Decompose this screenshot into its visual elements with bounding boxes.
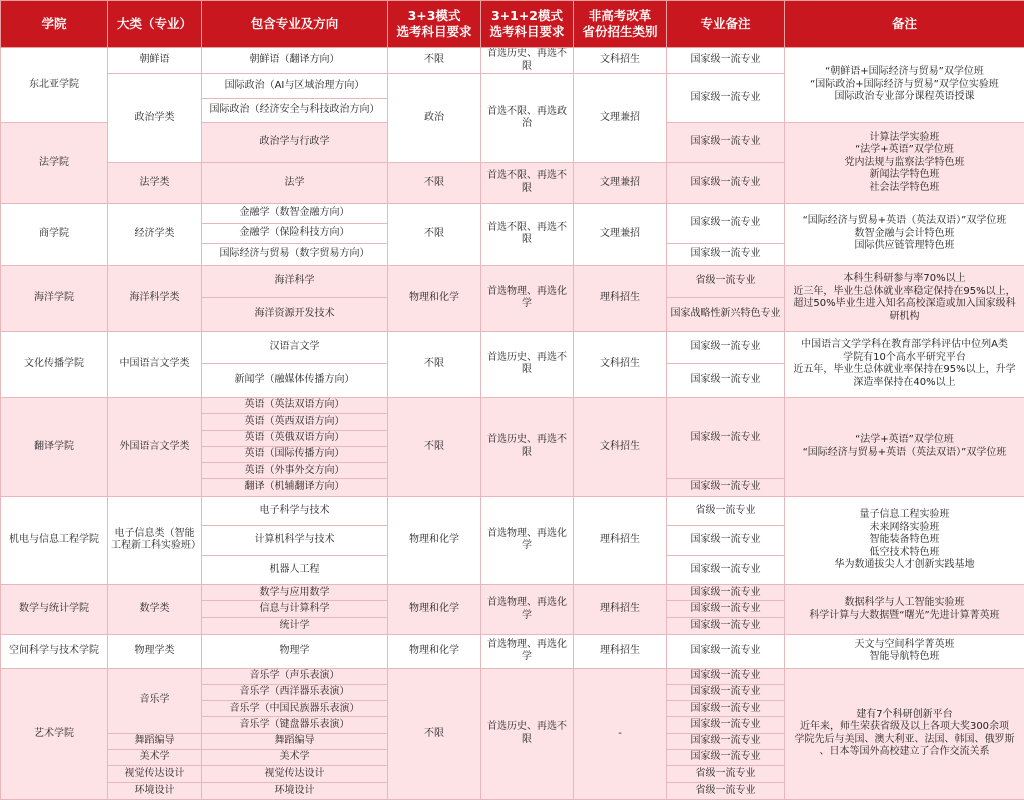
college-cell: 商学院 bbox=[1, 203, 108, 265]
remark-cell: 天文与空间科学菁英班 智能导航特色班 bbox=[785, 635, 1024, 669]
major-cell: 新闻学（融媒体传播方向） bbox=[202, 364, 388, 398]
major-note-cell: 国家级一流专业 bbox=[667, 555, 785, 585]
req312-cell: 首选物理、再选化学 bbox=[481, 496, 574, 585]
header-college: 学院 bbox=[1, 1, 108, 48]
type-cell: 理科招生 bbox=[574, 265, 667, 331]
remark-cell: “朝鲜语+国际经济与贸易”双学位班 “国际政治+国际经济与贸易”双学位实验班 国际政治专业部分课程英语授课 bbox=[785, 48, 1024, 123]
remark-cell: 量子信息工程实验班 未来网络实验班 智能装备特色班 低空技术特色班 华为数通拔尖人才创新实践基地 bbox=[785, 496, 1024, 585]
type-cell: 文科招生 bbox=[574, 331, 667, 397]
major-note-cell: 国家级一流专业 bbox=[667, 684, 785, 700]
req33-cell: 不限 bbox=[388, 162, 481, 203]
category-cell: 外国语言文学类 bbox=[108, 398, 202, 497]
req33-cell: 不限 bbox=[388, 203, 481, 265]
remark-cell: 建有7个科研创新平台 近年来，师生荣获省级及以上各项大奖300余项 学院先后与美国、澳大利亚、法国、韩国、俄罗斯 、日本等国外高校建立了合作交流关系 bbox=[785, 668, 1024, 799]
type-cell: 理科招生 bbox=[574, 635, 667, 669]
major-note-cell: 国家级一流专业 bbox=[667, 203, 785, 244]
major-cell: 视觉传达设计 bbox=[202, 766, 388, 782]
remark-cell: “国际经济与贸易+英语（英法双语）”双学位班 数智金融与会计特色班 国际供应链管理特色班 bbox=[785, 203, 1024, 265]
major-note-cell: 省级一流专业 bbox=[667, 782, 785, 799]
remark-cell: “法学+英语”双学位班 “国际经济与贸易+英语（英法双语）”双学位班 bbox=[785, 398, 1024, 497]
college-cell: 东北亚学院 bbox=[1, 48, 108, 123]
type-cell: - bbox=[574, 668, 667, 799]
major-note-cell: 国家级一流专业 bbox=[667, 585, 785, 601]
college-cell: 数学与统计学院 bbox=[1, 585, 108, 635]
header-mode312: 3+1+2模式 选考科目要求 bbox=[481, 1, 574, 48]
req33-cell: 不限 bbox=[388, 48, 481, 74]
req312-cell: 首选不限、再选不限 bbox=[481, 162, 574, 203]
major-cell: 音乐学（西洋器乐表演） bbox=[202, 684, 388, 700]
req33-cell: 物理和化学 bbox=[388, 635, 481, 669]
req33-cell: 物理和化学 bbox=[388, 265, 481, 331]
major-note-cell: 国家级一流专业 bbox=[667, 668, 785, 684]
table-row bbox=[1, 668, 1024, 684]
category-cell: 美术学 bbox=[108, 750, 202, 766]
req33-cell: 不限 bbox=[388, 398, 481, 497]
category-cell: 舞蹈编导 bbox=[108, 733, 202, 749]
req312-cell: 首选不限、再选不限 bbox=[481, 203, 574, 265]
major-note-cell: 国家级一流专业 bbox=[667, 74, 785, 123]
category-cell: 物理学类 bbox=[108, 635, 202, 669]
category-cell: 中国语言文学类 bbox=[108, 331, 202, 397]
major-note-cell: 国家级一流专业 bbox=[667, 479, 785, 496]
req33-cell: 物理和化学 bbox=[388, 496, 481, 585]
req312-cell: 首选不限、再选政治 bbox=[481, 74, 574, 163]
type-cell: 文理兼招 bbox=[574, 162, 667, 203]
major-cell: 音乐学（声乐表演） bbox=[202, 668, 388, 684]
req312-cell: 首选物理、再选化学 bbox=[481, 585, 574, 635]
major-cell: 法学 bbox=[202, 162, 388, 203]
major-note-cell: 国家级一流专业 bbox=[667, 717, 785, 733]
table-row bbox=[1, 203, 1024, 223]
major-cell: 国际政治（AI与区域治理方向） bbox=[202, 74, 388, 98]
major-cell: 金融学（数智金融方向） bbox=[202, 203, 388, 223]
category-cell: 环境设计 bbox=[108, 782, 202, 799]
major-note-cell: 国家级一流专业 bbox=[667, 244, 785, 265]
header-major-note: 专业备注 bbox=[667, 1, 785, 48]
major-note-cell: 省级一流专业 bbox=[667, 496, 785, 526]
major-note-cell: 省级一流专业 bbox=[667, 766, 785, 782]
type-cell: 理科招生 bbox=[574, 496, 667, 585]
college-cell: 法学院 bbox=[1, 123, 108, 203]
major-cell: 音乐学（键盘器乐表演） bbox=[202, 717, 388, 733]
major-cell: 朝鲜语（翻译方向） bbox=[202, 48, 388, 74]
college-cell: 文化传播学院 bbox=[1, 331, 108, 397]
major-cell: 环境设计 bbox=[202, 782, 388, 799]
req312-cell: 首选历史、再选不限 bbox=[481, 668, 574, 799]
table-row bbox=[1, 635, 1024, 669]
major-note-cell: 国家级一流专业 bbox=[667, 331, 785, 364]
remark-cell: 计算法学实验班 “法学+英语”双学位班 党内法规与监察法学特色班 新闻法学特色班 社会法学特色班 bbox=[785, 123, 1024, 203]
header-nonreform: 非高考改革 省份招生类别 bbox=[574, 1, 667, 48]
major-note-cell: 国家级一流专业 bbox=[667, 701, 785, 717]
college-cell: 艺术学院 bbox=[1, 668, 108, 799]
major-cell: 海洋科学 bbox=[202, 265, 388, 298]
category-cell: 视觉传达设计 bbox=[108, 766, 202, 782]
req312-cell: 首选物理、再选化学 bbox=[481, 635, 574, 669]
major-cell: 英语（英法双语方向） bbox=[202, 398, 388, 414]
type-cell: 文科招生 bbox=[574, 48, 667, 74]
college-cell: 翻译学院 bbox=[1, 398, 108, 497]
category-cell: 电子信息类（智能工程新工科实验班） bbox=[108, 496, 202, 585]
major-note-cell: 国家级一流专业 bbox=[667, 162, 785, 203]
major-note-cell: 国家级一流专业 bbox=[667, 601, 785, 617]
major-note-cell: 国家级一流专业 bbox=[667, 364, 785, 398]
category-cell: 海洋科学类 bbox=[108, 265, 202, 331]
req312-cell: 首选物理、再选化学 bbox=[481, 265, 574, 331]
table-row bbox=[1, 265, 1024, 298]
major-note-cell: 国家级一流专业 bbox=[667, 526, 785, 556]
category-cell: 经济学类 bbox=[108, 203, 202, 265]
category-cell: 数学类 bbox=[108, 585, 202, 635]
major-cell: 舞蹈编导 bbox=[202, 733, 388, 749]
major-note-cell: 国家级一流专业 bbox=[667, 48, 785, 74]
header-row bbox=[1, 1, 1024, 48]
table-row bbox=[1, 585, 1024, 601]
major-note-cell: 国家级一流专业 bbox=[667, 617, 785, 634]
table-row bbox=[1, 331, 1024, 364]
type-cell: 理科招生 bbox=[574, 585, 667, 635]
major-note-cell: 国家级一流专业 bbox=[667, 750, 785, 766]
req33-cell: 不限 bbox=[388, 331, 481, 397]
college-cell: 空间科学与技术学院 bbox=[1, 635, 108, 669]
major-cell: 汉语言文学 bbox=[202, 331, 388, 364]
major-cell: 英语（英西双语方向） bbox=[202, 414, 388, 430]
major-note-cell: 国家级一流专业 bbox=[667, 123, 785, 163]
type-cell: 文科招生 bbox=[574, 398, 667, 497]
remark-cell: 中国语言文学学科在教育部学科评估中位列A类 学院有10个高水平研究平台 近五年，毕业生总体就业率保持在95%以上，升学 深造率保持在40%以上 bbox=[785, 331, 1024, 397]
major-cell: 翻译（机辅翻译方向） bbox=[202, 479, 388, 496]
major-cell: 电子科学与技术 bbox=[202, 496, 388, 526]
major-cell: 信息与计算科学 bbox=[202, 601, 388, 617]
major-cell: 金融学（保险科技方向） bbox=[202, 224, 388, 244]
major-note-cell: 国家战略性新兴特色专业 bbox=[667, 298, 785, 332]
category-cell: 政治学类 bbox=[108, 74, 202, 163]
major-cell: 计算机科学与技术 bbox=[202, 526, 388, 556]
major-cell: 数学与应用数学 bbox=[202, 585, 388, 601]
remark-cell: 数据科学与人工智能实验班 科学计算与大数据暨“曙光”先进计算菁英班 bbox=[785, 585, 1024, 635]
req312-cell: 首选历史、再选不限 bbox=[481, 398, 574, 497]
category-cell: 音乐学 bbox=[108, 668, 202, 733]
req33-cell: 物理和化学 bbox=[388, 585, 481, 635]
major-note-cell: 省级一流专业 bbox=[667, 265, 785, 298]
major-cell: 国际经济与贸易（数字贸易方向） bbox=[202, 244, 388, 265]
major-cell: 美术学 bbox=[202, 750, 388, 766]
major-cell: 政治学与行政学 bbox=[202, 123, 388, 163]
remark-cell: 本科生科研参与率70%以上 近三年，毕业生总体就业率稳定保持在95%以上， 超过50%毕业生进入知名高校深造或加入国家级科 研机构 bbox=[785, 265, 1024, 331]
header-majors: 包含专业及方向 bbox=[202, 1, 388, 48]
table-row bbox=[1, 48, 1024, 74]
major-note-cell: 国家级一流专业 bbox=[667, 398, 785, 479]
major-cell: 海洋资源开发技术 bbox=[202, 298, 388, 332]
major-cell: 国际政治（经济安全与科技政治方向） bbox=[202, 98, 388, 122]
category-cell: 朝鲜语 bbox=[108, 48, 202, 74]
college-cell: 机电与信息工程学院 bbox=[1, 496, 108, 585]
header-remark: 备注 bbox=[785, 1, 1024, 48]
major-note-cell: 国家级一流专业 bbox=[667, 733, 785, 749]
category-cell: 法学类 bbox=[108, 162, 202, 203]
table-row bbox=[1, 398, 1024, 414]
type-cell: 文理兼招 bbox=[574, 203, 667, 265]
header-category: 大类（专业） bbox=[108, 1, 202, 48]
table-row bbox=[1, 496, 1024, 526]
major-cell: 机器人工程 bbox=[202, 555, 388, 585]
type-cell: 文理兼招 bbox=[574, 74, 667, 163]
req33-cell: 政治 bbox=[388, 74, 481, 163]
req33-cell: 不限 bbox=[388, 668, 481, 799]
req312-cell: 首选历史、再选不限 bbox=[481, 48, 574, 74]
header-mode33: 3+3模式 选考科目要求 bbox=[388, 1, 481, 48]
major-cell: 音乐学（中国民族器乐表演） bbox=[202, 701, 388, 717]
major-cell: 统计学 bbox=[202, 617, 388, 634]
college-cell: 海洋学院 bbox=[1, 265, 108, 331]
major-cell: 物理学 bbox=[202, 635, 388, 669]
major-cell: 英语（外事外交方向） bbox=[202, 463, 388, 479]
major-cell: 英语（英俄双语方向） bbox=[202, 430, 388, 446]
major-note-cell: 国家级一流专业 bbox=[667, 635, 785, 669]
major-cell: 英语（国际传播方向） bbox=[202, 446, 388, 462]
req312-cell: 首选历史、再选不限 bbox=[481, 331, 574, 397]
